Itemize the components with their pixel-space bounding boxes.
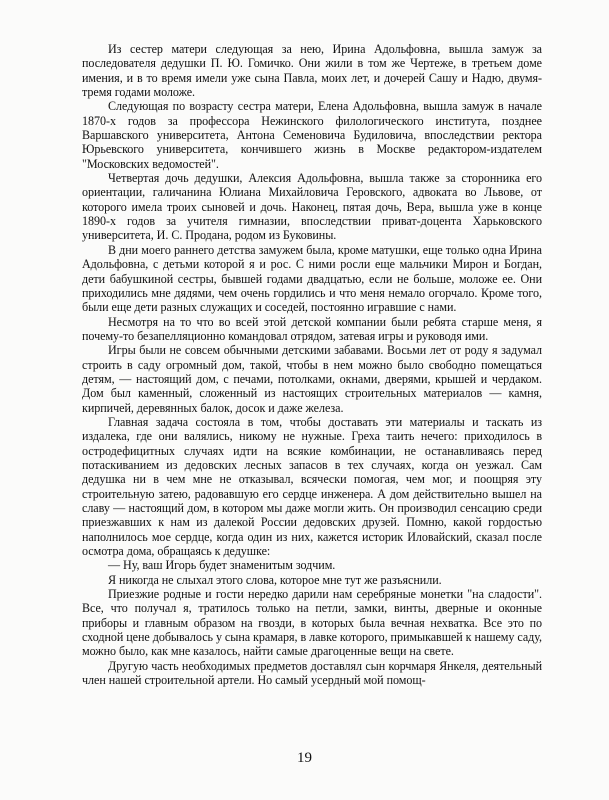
paragraph-7: Главная задача состояла в том, чтобы доставать эти материалы и таскать из издалека, где они валялись, никому не нужные. Греха таить нечего: приходилось в остродефицитных случаях идти на всякие комбинации, не останавливаясь перед потаскиванием из дедовских лесных запасов в тех случаях, когда он уезжал. Сам дедушка ни в чем мне не отказывал, всячески помогая, чем мог, и поощряя эту строительную затею, радовавшую его сердце инженера. А дом действительно вышел на славу — настоящий дом, в котором мы даже могли жить. Он производил сенсацию среди приезжавших к нам из далекой России дедовских друзей. Помню, какой гордостью наполнилось мое сердце, когда один из них, кажется историк Иловайский, сказал после осмотра дома, обращаясь к дедушке: <box>82 414 542 559</box>
paragraph-2: Следующая по возрасту сестра матери, Елена Адольфовна, вышла замуж в начале 1870-х годов за профессора Нежинского филологического института, позднее Варшавского университета, Антона Семеновича Будиловича, впоследствии ректора Юрьевского университета, кончившего жизнь в Москве редактором-издателем "Московских ведомостей". <box>82 99 542 171</box>
body-text <box>82 42 542 687</box>
paragraph-11: Другую часть необходимых предметов доставлял сын корчмаря Янкеля, деятельный член нашей строительной артели. Но самый усердный мой помощ- <box>82 658 542 688</box>
page-number: 19 <box>297 750 312 766</box>
paragraph-5: Несмотря на то что во всей этой детской компании были ребята старше меня, я почему-то безапелляционно командовал отрядом, затевая игры и руководя ими. <box>82 314 542 343</box>
paragraph-10: Приезжие родные и гости нередко дарили нам серебряные монетки "на сладости". Все, что получал я, тратилось только на петли, замки, винты, дверные и оконные приборы и главным образом на гвозди, в которых была вечная нехватка. Все это по сходной цене добывалось у сына крамаря, в лавке которого, примыкавшей к нашему саду, можно было, как мне казалось, найти самые драгоценные вещи на свете. <box>82 587 543 659</box>
paragraph-4: В дни моего раннего детства замужем была, кроме матушки, еще только одна Ирина Адольфовна, с детьми которой я и рос. С ними росли еще мальчики Мирон и Богдан, дети бабушкиной сестры, бывшей годами двадцатью, если не больше, моложе ее. Они приходились мне дядями, чем очень гордились и что меня немало огорчало. Кроме того, были еще дети разных служащих и соседей, постоянно игравшие с нами. <box>82 242 542 315</box>
paragraph-6: Игры были не совсем обычными детскими забавами. Восьми лет от роду я задумал строить в саду огромный дом, такой, чтобы в нем можно было свободно помещаться детям, — настоящий дом, с печами, потолками, окнами, дверями, крышей и чердаком. Дом был каменный, сложенный из настоящих строительных материалов — камня, кирпичей, деревянных балок, досок и даже железа. <box>82 343 542 415</box>
paragraph-9: Я никогда не слыхал этого слова, которое мне тут же разъяснили. <box>108 572 442 587</box>
paragraph-1: Из сестер матери следующая за нею, Ирина Адольфовна, вышла замуж за последователя дедушки П. Ю. Гомичко. Они жили в том же Чертеже, в третьем доме имения, и в то время имели уже сына Павла, моих лет, и дочерей Сашу и Надю, двумя-тремя годами моложе. <box>82 42 542 100</box>
paragraph-3: Четвертая дочь дедушки, Алексия Адольфовна, вышла также за сторонника его ориентации, галичанина Юлиана Михайловича Геровского, адвоката во Львове, от которого имела троих сыновей и дочь. Наконец, пятая дочь, Вера, вышла уже в конце 1890-х годов за учителя гимназии, впоследствии приват-доцента Харьковского университета, И. С. Продана, родом из Буковины. <box>82 171 542 243</box>
paragraph-8: — Ну, ваш Игорь будет знаменитым зодчим. <box>108 558 336 573</box>
